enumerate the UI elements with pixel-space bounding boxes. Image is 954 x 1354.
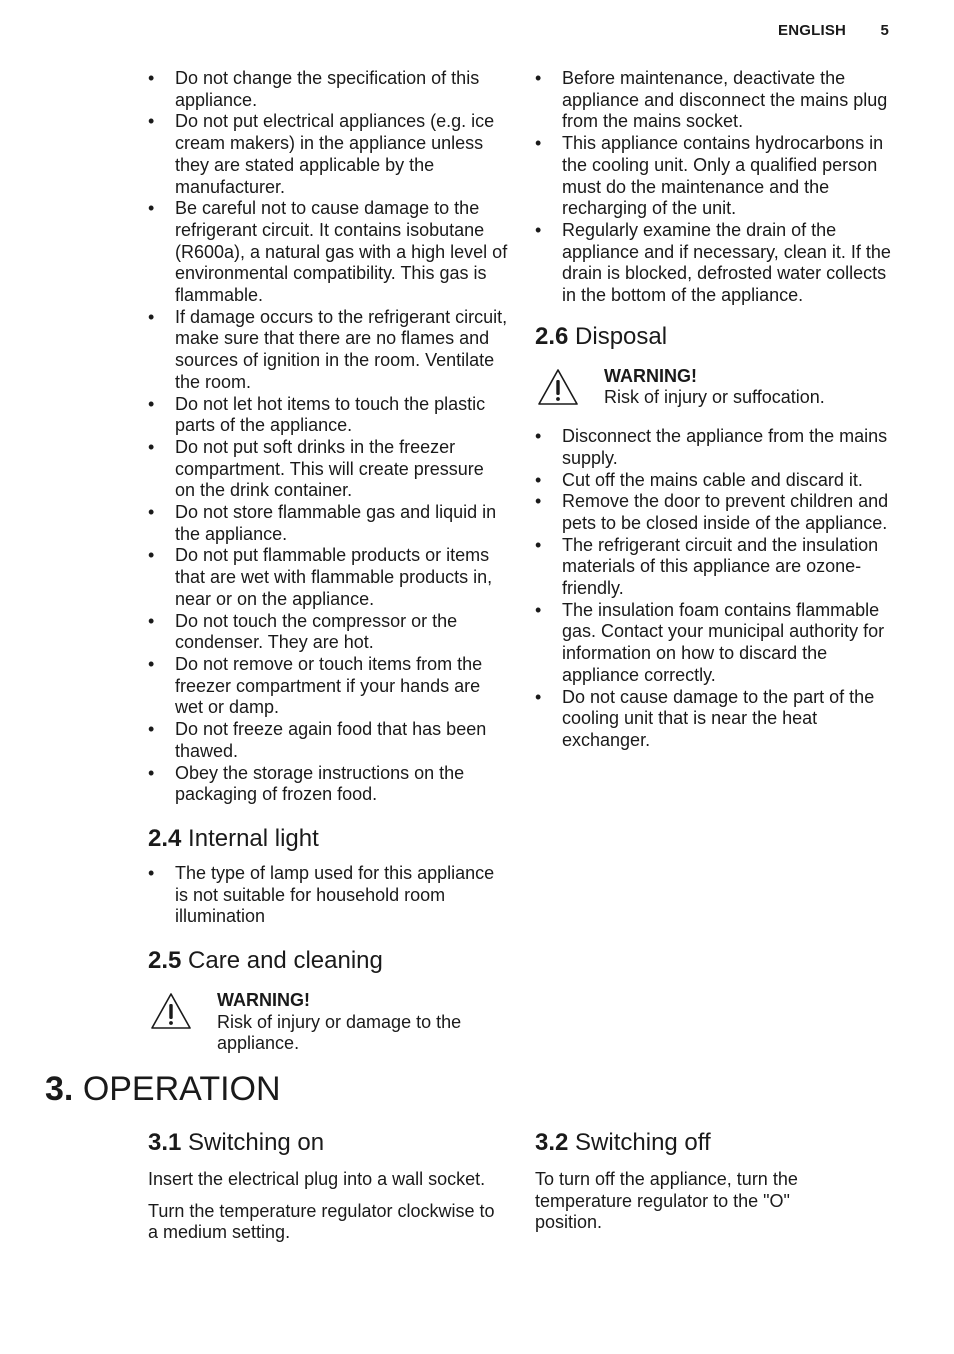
list-item: • Before maintenance, deactivate the appliance and disconnect the mains plug from the mains socket. <box>535 68 895 133</box>
section-title: Switching off <box>575 1129 711 1156</box>
chapter-title: OPERATION <box>82 1070 281 1108</box>
list-item: • Obey the storage instructions on the packaging of frozen food. <box>148 763 508 806</box>
list-item: • Do not cause damage to the part of the cooling unit that is near the heat exchanger. <box>535 687 895 752</box>
warning-title: WARNING! <box>604 365 697 386</box>
warning-text: Risk of injury or damage to the appliance. <box>217 1011 462 1054</box>
section-number: 2.6 <box>535 322 569 350</box>
section-number: 2.5 <box>148 947 182 975</box>
warning-icon <box>150 992 192 1030</box>
section-number: 3.2 <box>535 1129 569 1156</box>
list-item: • This appliance contains hydrocarbons in the cooling unit. Only a qualified person must do the maintenance and the recharging of the unit. <box>535 133 895 220</box>
list-item: • If damage occurs to the refrigerant circuit, make sure that there are no flames and sources of ignition in the room. Ventilate the room. <box>148 307 508 394</box>
internal-light-bullet-list <box>148 863 508 928</box>
warning-box <box>148 990 508 1055</box>
section-number: 3.1 <box>148 1129 182 1156</box>
section-title: Care and cleaning <box>188 947 383 975</box>
left-column <box>148 68 508 1055</box>
list-item: • Do not put soft drinks in the freezer compartment. This will create pressure on the drink container. <box>148 437 508 502</box>
list-item: • Do not put flammable products or items that are wet with flammable products in, near or on the appliance. <box>148 545 508 610</box>
section-heading-switching-on <box>148 1128 508 1158</box>
section-heading-internal-light <box>148 824 508 854</box>
list-item: • Do not store flammable gas and liquid in the appliance. <box>148 502 508 545</box>
list-item: • Be careful not to cause damage to the refrigerant circuit. It contains isobutane (R600a), a natural gas with a high level of environmental compatibility. This gas is flammable. <box>148 198 508 307</box>
paragraph: To turn off the appliance, turn the temperature regulator to the "O" position. <box>535 1169 798 1233</box>
section-heading-care-and-cleaning <box>148 946 508 976</box>
list-item: • The insulation foam contains flammable gas. Contact your municipal authority for information on how to discard the appliance correctly. <box>535 600 895 687</box>
right-column <box>535 68 895 752</box>
list-item: • Cut off the mains cable and discard it. <box>535 470 895 492</box>
list-item: • Do not change the specification of this appliance. <box>148 68 508 111</box>
section-title: Disposal <box>575 322 668 350</box>
header-language: ENGLISH <box>778 22 847 39</box>
chapter-number: 3. <box>45 1070 74 1108</box>
switching-off-section <box>535 1128 835 1234</box>
chapter-heading-operation <box>45 1070 281 1109</box>
list-item: • Do not put electrical appliances (e.g. ice cream makers) in the appliance unless they are stated applicable by the manufacturer. <box>148 111 508 198</box>
list-item: • Do not remove or touch items from the freezer compartment if your hands are wet or damp. <box>148 654 508 719</box>
list-item: • Do not touch the compressor or the condenser. They are hot. <box>148 611 508 654</box>
section-title: Internal light <box>188 824 319 852</box>
disposal-bullet-list <box>535 426 895 752</box>
section-title: Switching on <box>188 1129 325 1156</box>
warning-box <box>535 366 895 409</box>
switching-on-section <box>148 1128 508 1244</box>
list-item: • Do not let hot items to touch the plastic parts of the appliance. <box>148 394 508 437</box>
list-item: • Regularly examine the drain of the appliance and if necessary, clean it. If the drain is blocked, defrosted water collects in the bottom of the appliance. <box>535 220 895 307</box>
maintenance-bullet-list <box>535 68 895 307</box>
warning-text: Risk of injury or suffocation. <box>604 387 825 408</box>
section-heading-switching-off <box>535 1128 835 1158</box>
list-item: • The type of lamp used for this appliance is not suitable for household room illumination <box>148 863 508 928</box>
list-item: • Disconnect the appliance from the mains supply. <box>535 426 895 469</box>
list-item: • Do not freeze again food that has been thawed. <box>148 719 508 762</box>
paragraph: Insert the electrical plug into a wall socket. <box>148 1169 486 1189</box>
warning-icon <box>537 368 579 406</box>
section-heading-disposal <box>535 322 895 352</box>
section-number: 2.4 <box>148 824 182 852</box>
safety-bullet-list <box>148 68 508 806</box>
page-number: 5 <box>880 22 889 39</box>
list-item: • The refrigerant circuit and the insulation materials of this appliance are ozone-friendly. <box>535 535 895 600</box>
paragraph: Turn the temperature regulator clockwise to a medium setting. <box>148 1200 495 1243</box>
list-item: • Remove the door to prevent children and pets to be closed inside of the appliance. <box>535 491 895 534</box>
page-header <box>778 22 889 39</box>
warning-title: WARNING! <box>217 990 310 1011</box>
